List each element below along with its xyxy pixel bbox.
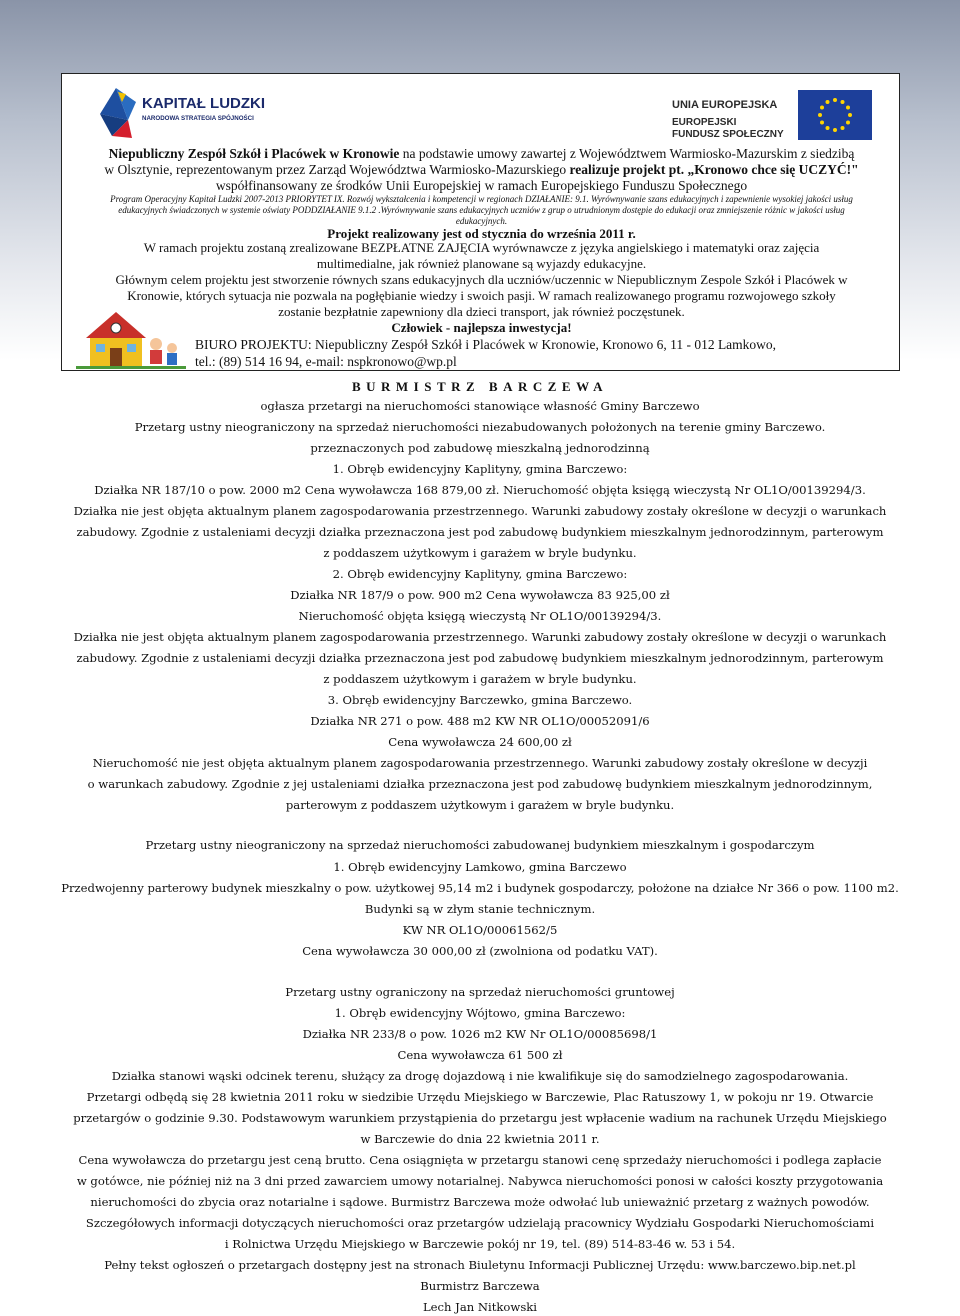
eu-star-icon: [846, 106, 850, 110]
announcement-line: Burmistrz Barczewa: [420, 1279, 540, 1293]
logo-left-text: KAPITAŁ LUDZKI: [142, 95, 266, 112]
eu-star-icon: [833, 98, 837, 102]
announcement-line: Przetarg ustny nieograniczony na sprzedaż nieruchomości zabudowanej budynkiem mieszkalnym i gospodarczym: [145, 838, 815, 852]
announcement-line: Przetargi odbędą się 28 kwietnia 2011 roku w siedzibie Urzędu Miejskiego w Barczewie, Plac Ratuszowy 1, w pokoju nr 19. Otwarcie: [86, 1090, 874, 1104]
announcement-line: 3. Obręb ewidencyjny Barczewko, gmina Barczewo.: [327, 693, 633, 707]
announcement-line: 1. Obręb ewidencyjny Kaplityny, gmina Barczewo:: [332, 462, 628, 476]
announcement-line: Lech Jan Nitkowski: [422, 1300, 538, 1314]
project-motto: Człowiek - najlepsza inwestycja!: [391, 320, 572, 335]
announcement-line: Przetarg ustny ograniczony na sprzedaż nieruchomości gruntowej: [285, 985, 675, 999]
announcement-line: Cena wywoławcza 24 600,00 zł: [388, 735, 572, 749]
announcement-line: Działka NR 187/9 o pow. 900 m2 Cena wywoławcza 83 925,00 zł: [290, 588, 670, 602]
eu-star-icon: [846, 121, 850, 125]
announcement-line: ogłasza przetargi na nieruchomości stanowiące własność Gminy Barczewo: [260, 399, 700, 413]
announcement-line: Szczegółowych informacji dotyczących nieruchomości oraz przetargów udzielają pracownicy Wydziału Gospodarki Nieruchomościami: [85, 1216, 875, 1230]
kapital-ludzki-logo: [98, 80, 298, 140]
announcement-line: Cena wywoławcza do przetargu jest ceną brutto. Cena osiągnięta w przetargu stanowi cenę sprzedaży nieruchomości i podlega zapłacie: [78, 1153, 882, 1167]
announcement-line: z poddaszem użytkowym i garażem w bryle budynku.: [323, 672, 637, 686]
project-office-line-1: BIURO PROJEKTU: Niepubliczny Zespół Szkół i Placówek w Kronowie, Kronowo 6, 11 - 012 Lamkowo,: [195, 337, 777, 352]
announcement-line: z poddaszem użytkowym i garażem w bryle budynku.: [323, 546, 637, 560]
project-banner: [61, 73, 900, 371]
program-line-2: edukacyjnych świadczonych w systemie oświaty PODDZIAŁANIE 9.1.2 .Wyrównywanie szans edukacyjnych uczniów z grup o utrudnionym dostępie do edukacji oraz zmniejszenie różnic w jakości usług: [118, 205, 845, 215]
logo-left-subtext: NARODOWA STRATEGIA SPÓJNOŚCI: [142, 115, 254, 122]
eu-efs-logo: [668, 84, 878, 144]
announcement-line: Przedwojenny parterowy budynek mieszkalny o pow. użytkowej 95,14 m2 i budynek gospodarczy, położone na działce Nr 366 o pow. 1100 m2.: [61, 881, 899, 895]
announcement-line: Działka stanowi wąski odcinek terenu, służący za drogę dojazdową i nie kwalifikuje się do samodzielnego zagospodarowania.: [111, 1069, 849, 1083]
announcement-line: Działka NR 233/8 o pow. 1026 m2 KW Nr OL1O/00085698/1: [302, 1027, 658, 1041]
announcement-line: 1. Obręb ewidencyjny Wójtowo, gmina Barczewo:: [334, 1006, 626, 1020]
announcement-line: nieruchomości do zbycia oraz notarialne i sądowe. Burmistrz Barczewa może odwołać lub unieważnić przetarg z ważnych powodów.: [90, 1195, 870, 1209]
eu-star-icon: [826, 126, 830, 130]
document-title: BURMISTRZ BARCZEWA: [351, 379, 609, 394]
announcement-line: Działka nie jest objęta aktualnym planem zagospodarowania przestrzennego. Warunki zabudowy zostały określone w decyzji o warunkach: [73, 630, 887, 644]
announcement-line: zabudowy. Zgodnie z ustaleniami decyzji działka przeznaczona jest pod zabudowę budynkiem mieszkalnym jednorodzinnym, parterowym: [76, 651, 884, 665]
announcement-line: i Rolnictwa Urzędu Miejskiego w Barczewie pokój nr 19, tel. (89) 514-83-46 w. 53 i 54.: [224, 1237, 736, 1251]
logo-right-line1: UNIA EUROPEJSKA: [672, 99, 778, 111]
announcement-line: Działka NR 187/10 o pow. 2000 m2 Cena wywoławcza 168 879,00 zł. Nieruchomość objęta księgą wieczystą Nr OL1O/00139294/3.: [94, 483, 866, 497]
project-goal-2: Kronowie, których sytuacja nie pozwala na pogłębianie wiedzy i swoich pasji. W ramach realizowanego programu rozwojowego szkoły: [127, 288, 836, 303]
announcement-line: Działka nie jest objęta aktualnym planem zagospodarowania przestrzennego. Warunki zabudowy zostały określone w decyzji o warunkach: [73, 504, 887, 518]
eu-star-icon: [848, 113, 852, 117]
org-line-3: współfinansowany ze środków Unii Europejskiej w ramach Europejskiego Funduszu Społecznego: [215, 178, 748, 193]
announcement-line: Działka NR 271 o pow. 488 m2 KW NR OL1O/00052091/6: [310, 714, 650, 728]
announcement-line: Budynki są w złym stanie technicznym.: [364, 902, 596, 916]
announcement-line: zabudowy. Zgodnie z ustaleniami decyzji działka przeznaczona jest pod zabudowę budynkiem mieszkalnym jednorodzinnym, parterowym: [76, 525, 884, 539]
announcement-line: Cena wywoławcza 61 500 zł: [397, 1048, 563, 1062]
announcement-line: parterowym z poddaszem użytkowym i garażem w bryle budynku.: [285, 798, 675, 812]
announcement-line: Przetarg ustny nieograniczony na sprzedaż nieruchomości niezabudowanych położonych na terenie gminy Barczewo.: [134, 420, 826, 434]
announcement-line: KW NR OL1O/00061562/5: [402, 923, 558, 937]
project-goal-1: Głównym celem projektu jest stworzenie równych szans edukacyjnych dla uczniów/uczennic w Niepublicznym Zespole Szkół i Placówek w: [115, 272, 848, 287]
eu-star-icon: [833, 128, 837, 132]
eu-star-icon: [820, 121, 824, 125]
org-line-1: Niepubliczny Zespół Szkół i Placówek w Kronowie na podstawie umowy zawartej z Województwem Warmiosko-Mazurskim z siedzibą: [108, 146, 855, 161]
announcement-line: przetargów o godzinie 9.30. Podstawowym warunkiem przystąpienia do przetargu jest wpłacenie wadium na rachunek Urzędu Miejskiego: [73, 1111, 887, 1125]
program-line-3: edukacyjnych.: [455, 216, 508, 226]
announcement-line: 1. Obręb ewidencyjny Lamkowo, gmina Barczewo: [333, 860, 627, 874]
announcement-line: w Barczewie do dnia 22 kwietnia 2011 r.: [360, 1132, 600, 1146]
announcement-line: przeznaczonych pod zabudowę mieszkalną jednorodzinną: [310, 441, 650, 455]
announcement-line: w gotówce, nie później niż na 3 dni przed zawarciem umowy notarialnej. Nabywca nieruchomości ponosi w całości koszty przygotowania: [76, 1174, 884, 1188]
announcement-line: Nieruchomość nie jest objęta aktualnym planem zagospodarowania przestrzennego. Warunki zabudowy zostały określone w decyzji: [92, 756, 868, 770]
project-office-line-2: tel.: (89) 514 16 94, e-mail: nspkronowo@wp.pl: [195, 354, 457, 369]
org-line-2: w Olsztynie, reprezentowanym przez Zarząd Województwa Warmiosko-Mazurskiego realizuje projekt pt. „Kronowo chce się UCZYĆ!": [104, 162, 859, 177]
announcement-line: Cena wywoławcza 30 000,00 zł (zwolniona od podatku VAT).: [302, 944, 658, 958]
project-period: Projekt realizowany jest od stycznia do września 2011 r.: [327, 226, 636, 241]
school-building-icon: [76, 304, 186, 369]
announcement-line: 2. Obręb ewidencyjny Kaplityny, gmina Barczewo:: [332, 567, 628, 581]
project-desc-1: W ramach projektu zostaną zrealizowane BEZPŁATNE ZAJĘCIA wyrównawcze z języka angielskiego i matematyki oraz zajęcia: [143, 240, 820, 255]
eu-star-icon: [841, 126, 845, 130]
eu-flag-icon: [798, 90, 872, 140]
announcement-line: Nieruchomość objęta księgą wieczystą Nr OL1O/00139294/3.: [298, 609, 662, 623]
eu-star-icon: [826, 100, 830, 104]
logo-right-line2: EUROPEJSKI: [672, 117, 737, 128]
eu-star-icon: [820, 106, 824, 110]
logo-right-line3: FUNDUSZ SPOŁECZNY: [672, 129, 784, 140]
program-line-1: Program Operacyjny Kapitał Ludzki 2007-2013 PRIORYTET IX. Rozwój wykształcenia i kompetencji w regionach DZIAŁANIE: 9.1. Wyrównywanie szans edukacyjnych i zapewnienie wysokiej jakości usług: [110, 194, 853, 204]
announcement-line: o warunkach zabudowy. Zgodnie z jej ustaleniami działka przeznaczona jest pod zabudowę budynkiem mieszkalnym jednorodzinnym,: [87, 777, 873, 791]
eu-star-icon: [818, 113, 822, 117]
project-goal-3: zostanie bezpłatnie zapewniony dla dzieci transport, jak również poczęstunek.: [278, 304, 685, 319]
announcement-line: Pełny tekst ogłoszeń o przetargach dostępny jest na stronach Biuletynu Informacji Publicznej Urzędu: www.barczewo.bip.net.pl: [104, 1258, 856, 1272]
project-desc-2: multimedialne, jak również planowane są wyjazdy edukacyjne.: [316, 256, 647, 271]
eu-star-icon: [841, 100, 845, 104]
